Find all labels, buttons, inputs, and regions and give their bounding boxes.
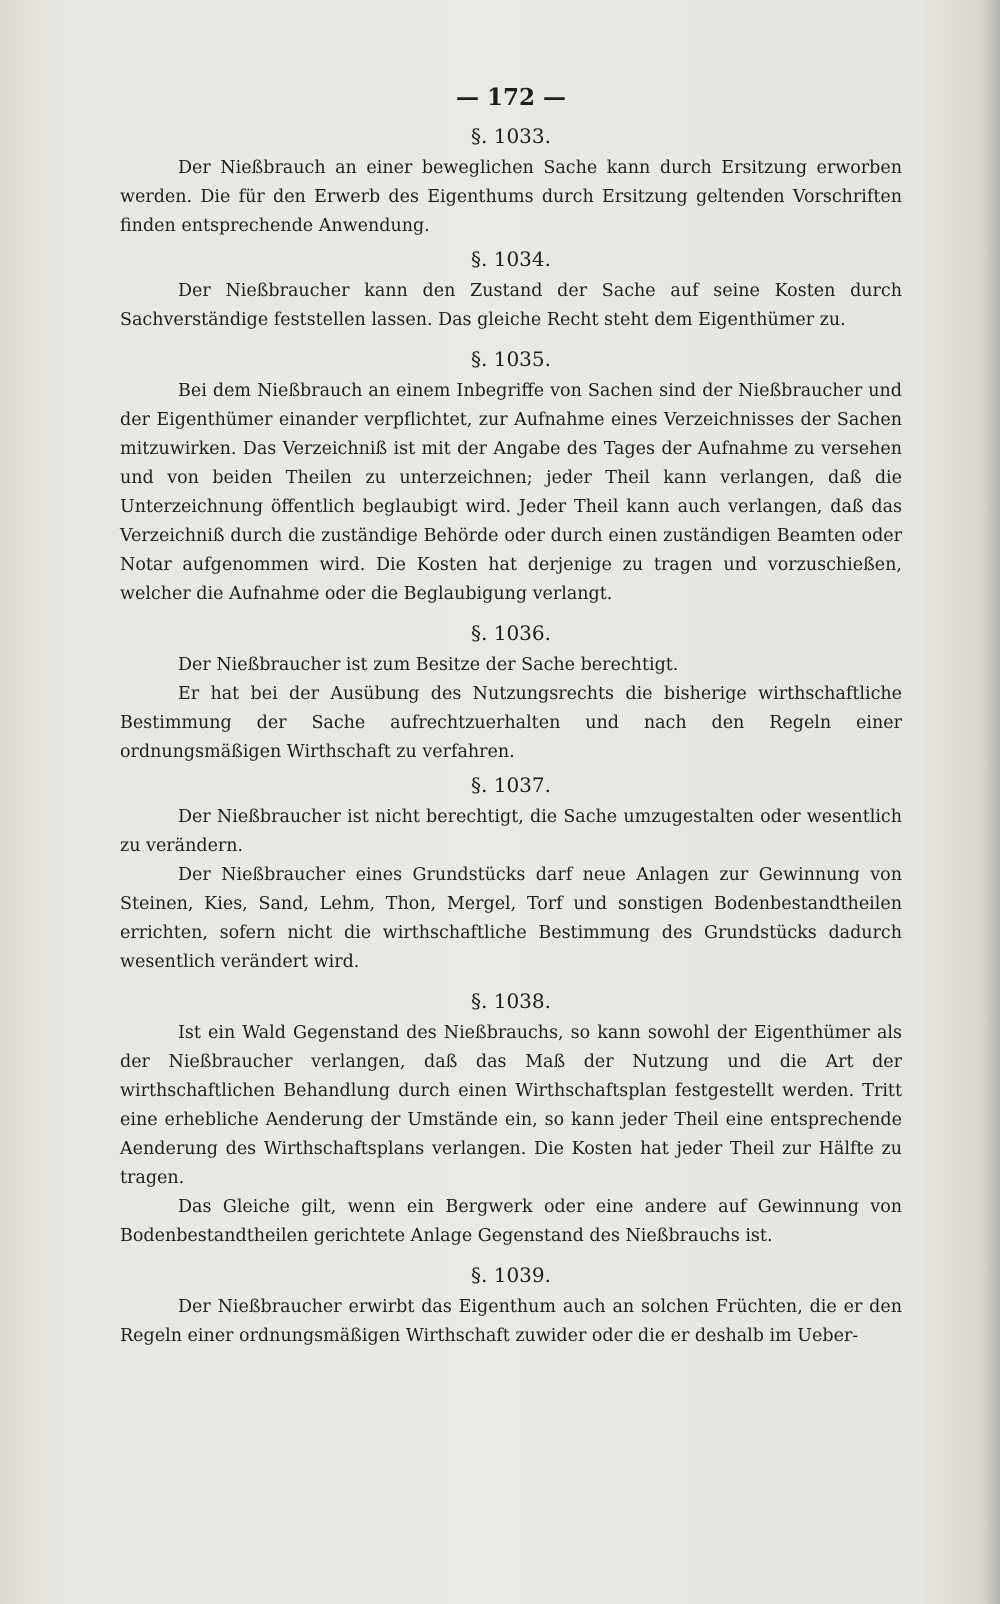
page-number: — 172 —	[455, 84, 567, 111]
paragraph-1039-1: Der Nießbraucher erwirbt das Eigenthum auch an solchen Früchten, die er den Regeln einer ordnungsmäßigen Wirthschaft zuwider oder die er deshalb im Ueber-	[120, 1297, 902, 1346]
section-heading-1036: §. 1036.	[471, 621, 551, 645]
paragraph-1033-1: Der Nießbrauch an einer beweglichen Sache kann durch Ersitzung erworben werden. Die für den Erwerb des Eigenthums durch Ersitzung geltenden Vorschriften finden entsprechende Anwendung.	[120, 158, 902, 236]
paragraph-1036-2: Er hat bei der Ausübung des Nutzungsrechts die bisherige wirthschaftliche Bestimmung der Sache aufrechtzuerhalten und nach den Regeln einer ordnungsmäßigen Wirthschaft zu verfahren.	[120, 684, 902, 762]
paragraph-1034-1: Der Nießbraucher kann den Zustand der Sache auf seine Kosten durch Sachverständige feststellen lassen. Das gleiche Recht steht dem Eigenthümer zu.	[120, 281, 902, 330]
section-heading-1039: §. 1039.	[471, 1263, 551, 1287]
paragraph-1037-1: Der Nießbraucher ist nicht berechtigt, die Sache umzugestalten oder wesentlich zu verändern.	[120, 807, 902, 856]
page-text	[120, 80, 902, 1351]
paragraph-1035-1: Bei dem Nießbrauch an einem Inbegriffe von Sachen sind der Nießbraucher und der Eigenthümer einander verpflichtet, zur Aufnahme eines Verzeichnisses der Sachen mitzuwirken. Das Verzeichniß ist mit der Angabe des Tages der Aufnahme zu versehen und von beiden Theilen zu unterzeichnen; jeder Theil kann verlangen, daß die Unterzeichnung öffentlich beglaubigt wird. Jeder Theil kann auch verlangen, daß das Verzeichniß durch die zuständige Behörde oder durch einen zuständigen Beamten oder Notar aufgenommen wird. Die Kosten hat derjenige zu tragen und vorzuschießen, welcher die Aufnahme oder die Beglaubigung verlangt.	[120, 381, 902, 604]
section-heading-1034: §. 1034.	[471, 247, 551, 271]
paragraph-1036-1: Der Nießbraucher ist zum Besitze der Sache berechtigt.	[178, 655, 679, 675]
section-heading-1037: §. 1037.	[471, 773, 551, 797]
section-heading-1038: §. 1038.	[471, 989, 551, 1013]
paragraph-1038-2: Das Gleiche gilt, wenn ein Bergwerk oder eine andere auf Gewinnung von Bodenbestandtheilen gerichtete Anlage Gegenstand des Nießbrauchs ist.	[120, 1197, 902, 1246]
section-heading-1035: §. 1035.	[471, 347, 551, 371]
paragraph-1037-2: Der Nießbraucher eines Grundstücks darf neue Anlagen zur Gewinnung von Steinen, Kies, Sand, Lehm, Thon, Mergel, Torf und sonstigen Bodenbestandtheilen errichten, sofern nicht die wirthschaftliche Bestimmung des Grundstücks dadurch wesentlich verändert wird.	[120, 865, 902, 972]
paragraph-1038-1: Ist ein Wald Gegenstand des Nießbrauchs, so kann sowohl der Eigenthümer als der Nießbraucher verlangen, daß das Maß der Nutzung und die Art der wirthschaftlichen Behandlung durch einen Wirthschaftsplan festgestellt werden. Tritt eine erhebliche Aenderung der Umstände ein, so kann jeder Theil eine entsprechende Aenderung des Wirthschaftsplans verlangen. Die Kosten hat jeder Theil zur Hälfte zu tragen.	[120, 1023, 902, 1188]
section-heading-1033: §. 1033.	[471, 124, 551, 148]
page-edge-shadow	[982, 0, 1000, 1604]
